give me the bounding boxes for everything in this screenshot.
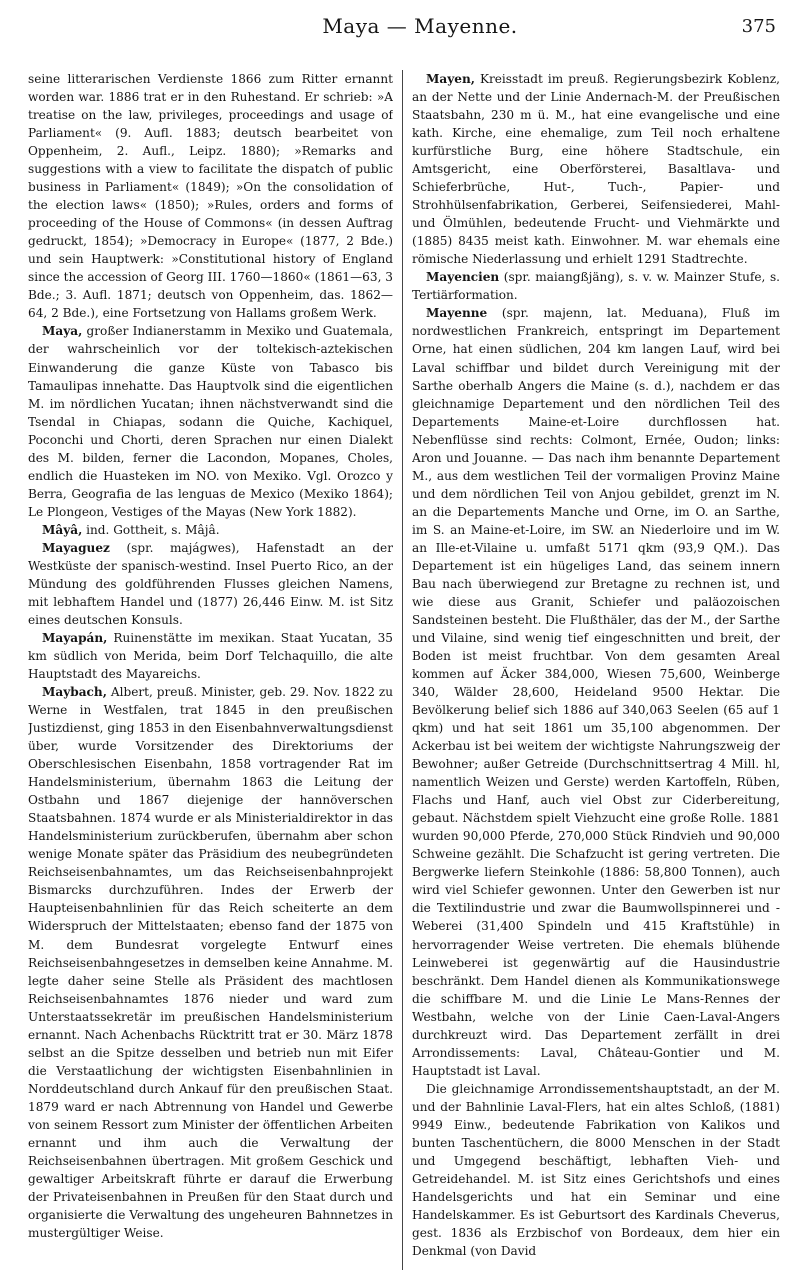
entry-continuation: seine litterarischen Verdienste 1866 zum Ritter ernannt worden war. 1886 trat er in den Ruhestand. Er schrieb: »A treatise on the law, privileges, proceedings and usage of Parliament« (9. Aufl. 1883; deutsch bearbeitet von Oppenheim, 2. Aufl., Leipz. 1880); »Remarks and suggestions with a view to facilitate the dispatch of public business in Parliament« (1849); »On the consolidation of the election laws« (1850); »Rules, orders and forms of proceeding of the House of Commons« (in dessen Auftrag gedruckt, 1854); »Democracy in Europe« (1877, 2 Bde.) und sein Hauptwerk: »Constitutional history of England since the accession of Georg III. 1760—1860« (1861—63, 3 Bde.; 3. Aufl. 1871; deutsch von Oppenheim, das. 1862—64, 2 Bde.), eine Fortsetzung von Hallams großem Werk. <box>28 72 393 321</box>
entry-headword: Mayaguez <box>42 540 110 555</box>
left-column <box>28 70 393 1242</box>
column-divider <box>402 70 403 1270</box>
entry-headword: Maya, <box>42 324 83 339</box>
entry-headword: Mâyâ, <box>42 522 83 537</box>
entry-headword: Mayapán, <box>42 630 108 645</box>
entry-mayenne <box>412 304 780 1079</box>
entry-maya-deity <box>28 521 393 539</box>
page-number: 375 <box>741 16 776 37</box>
entry-maybach <box>28 683 393 1242</box>
entry-text: ind. Gottheit, s. Mâjâ. <box>82 522 220 537</box>
entry-text: (spr. majenn, lat. Meduana), Fluß im nordwestlichen Frankreich, entspringt im Departement Orne, hat einen südlichen, 204 km langen Lauf, wird bei Laval schiffbar und bildet durch Vereinigung mit der Sarthe oberhalb Angers die Maine (s. d.), nachdem er das gleichnamige Departement und den nördlichen Teil des Departements Maine-et-Loire durchflossen hat. Nebenflüsse sind rechts: Colmont, Ernée, Oudon; links: Aron und Jouanne. — Das nach ihm benannte Departement M., aus dem westlichen Teil der vormaligen Provinz Maine und dem nördlichen Teil von Anjou gebildet, grenzt im N. an die Departements Manche und Orne, im O. an Sarthe, im S. an Maine-et-Loire, im SW. an Niederloire und im W. an Ille-et-Vilaine u. umfaßt 5171 qkm (93,9 QM.). Das Departement ist ein hügeliges Land, das seinem innern Bau nach überwiegend zur Bretagne zu rechnen ist, und wie diese aus Granit, Schiefer und paläozoischen Sandsteinen besteht. Die Flußthäler, das der M., der Sarthe und Vilaine, sind wenig tief eingeschnitten und breit, der Boden ist meist fruchtbar. Von dem gesamten Areal kommen auf Äcker 384,000, Wiesen 75,600, Weinberge 340, Wälder 28,600, Heideland 9500 Hektar. Die Bevölkerung belief sich 1886 auf 340,063 Seelen (65 auf 1 qkm) und hat seit 1861 um 35,100 abgenommen. Der Ackerbau ist bei weitem der wichtigste Nahrungszweig der Bewohner; außer Getreide (Durchschnittsertrag 4 Mill. hl, namentlich Weizen und Gerste) werden Kartoffeln, Rüben, Flachs und Hanf, auch viel Obst zur Ciderbereitung, gebaut. Nächstdem spielt Viehzucht eine große Rolle. 1881 wurden 90,000 Pferde, 270,000 Stück Rindvieh und 90,000 Schweine gezählt. Die Schafzucht ist gering vertreten. Die Bergwerke liefern Steinkohle (1886: 58,800 Tonnen), auch wird viel Schiefer gewonnen. Unter den Gewerben ist nur die Textilindustrie und zwar die Baumwollspinnerei und -Weberei (31,400 Spindeln und 415 Kraftstühle) in hervorragender Weise vertreten. Die ehemals blühende Leinweberei ist gegenwärtig auf die Hausindustrie beschränkt. Dem Handel dienen als Kommunikationswege die schiffbare M. und die Linie Le Mans-Rennes der Westbahn, welche von der Linie Caen-Laval-Angers durchkreuzt wird. Das Departement zerfällt in drei Arrondissements: Laval, Château-Gontier und M. Hauptstadt ist Laval. <box>412 306 780 1078</box>
page-header-title: Maya — Mayenne. <box>322 14 518 38</box>
entry-mayenne-town: Die gleichnamige Arrondissementshauptstadt, an der M. und der Bahnlinie Laval-Flers, hat ein altes Schloß, (1881) 9949 Einw., bedeutende Fabrikation von Kalikos und bunten Taschentüchern, die 8000 Menschen in der Stadt und Umgegend beschäftigt, lebhaften Vieh- und Getreidehandel. M. ist Sitz eines Gerichtshofs und eines Handelsgerichts und hat ein Seminar und eine Handelskammer. Es ist Geburtsort des Kardinals Cheverus, gest. 1836 als Erzbischof von Bordeaux, dem hier ein Denkmal (von David <box>412 1081 780 1259</box>
right-column <box>412 70 780 1260</box>
entry-text: großer Indianerstamm in Mexiko und Guatemala, der wahrscheinlich vor der toltekisch-aztekischen Einwanderung die ganze Küste von Tabasco bis Tamaulipas innehatte. Das Hauptvolk sind die eigentlichen M. im nördlichen Yucatan; ihnen nächstverwandt sind die Tsendal in Chiapas, sodann die Quiche, Kachiquel, Poconchi und Chorti, deren Sprachen nur einen Dialekt des M. bilden, ferner die Lacondon, Mopanes, Choles, endlich die Huasteken im NO. von Mexiko. Vgl. Orozco y Berra, Geografia de las lenguas de Mexico (Mexiko 1864); Le Plongeon, Vestiges of the Mayas (New York 1882). <box>28 324 393 519</box>
entry-text: (spr. majágwes), Hafenstadt an der Westküste der spanisch-westind. Insel Puerto Rico, an der Mündung des goldführenden Flusses gleichen Namens, mit lebhaftem Handel und (1877) 26,446 Einw. M. ist Sitz eines deutschen Konsuls. <box>28 540 393 627</box>
entry-headword: Mayencien <box>426 270 500 285</box>
entry-mayaguez <box>28 539 393 629</box>
entry-mayapan <box>28 629 393 683</box>
entry-headword: Mayen, <box>426 72 475 86</box>
entry-text: (spr. maiangßjäng), s. v. w. Mainzer Stufe, s. Tertiärformation. <box>412 270 780 303</box>
entry-mayencien <box>412 268 780 304</box>
entry-text: Albert, preuß. Minister, geb. 29. Nov. 1822 zu Werne in Westfalen, trat 1845 in den preußischen Justizdienst, ging 1853 in den Eisenbahnverwaltungsdienst über, wurde Vorsitzender des Direktoriums der Oberschlesischen Eisenbahn, 1858 vortragender Rat im Handelsministerium, übernahm 1863 die Leitung der Ostbahn und 1867 diejenige der hannöverschen Staatsbahnen. 1874 wurde er als Ministerialdirektor in das Handelsministerium zurückberufen, übernahm aber schon wenige Monate später das Präsidium des neubegründeten Reichseisenbahnamtes, um das Reichseisenbahnprojekt Bismarcks durchzuführen. Indes der Erwerb der Haupteisenbahnlinien für das Reich scheiterte an dem Widerspruch der Mittelstaaten; ebenso fand der 1875 von M. dem Bundesrat vorgelegte Entwurf eines Reichseisenbahngesetzes in demselben keine Annahme. M. legte daher seine Stelle als Präsident des machtlosen Reichseisenbahnamtes 1876 nieder und ward zum Unterstaatssekretär im preußischen Handelsministerium ernannt. Nach Achenbachs Rücktritt trat er 30. März 1878 selbst an die Spitze desselben und betrieb nun mit Eifer die Verstaatlichung der wichtigsten Eisenbahnlinien in Norddeutschland durch Ankauf für den preußischen Staat. 1879 ward er nach Abtrennung von Handel und Gewerbe von seinem Ressort zum Minister der öffentlichen Arbeiten ernannt und ihm auch die Verwaltung der Reichseisenbahnen übertragen. Mit großem Geschick und gewaltiger Arbeitskraft führte er darauf die Erwerbung der Privateisenbahnen in Preußen für den Staat durch und organisierte die Verwaltung des ungeheuren Bahnnetzes in mustergültiger Weise. <box>28 685 393 1240</box>
entry-maya <box>28 322 393 520</box>
entry-text: Kreisstadt im preuß. Regierungsbezirk Koblenz, an der Nette und der Linie Andernach-M. der Preußischen Staatsbahn, 230 m ü. M., hat eine evangelische und eine kath. Kirche, eine ehemalige, zum Teil noch erhaltene kurfürstliche Burg, eine höhere Stadtschule, ein Amtsgericht, eine Oberförsterei, Basaltlava- und Schieferbrüche, Hut-, Tuch-, Papier- und Strohhülsenfabrikation, Gerberei, Seifensiederei, Mahl- und Ölmühlen, bedeutende Frucht- und Viehmärkte und (1885) 8435 meist kath. Einwohner. M. war ehemals eine römische Niederlassung und erhielt 1291 Stadtrechte. <box>412 72 780 267</box>
entry-text: Ruinenstätte im mexikan. Staat Yucatan, 35 km südlich von Merida, beim Dorf Telchaquillo, die alte Hauptstadt des Mayareichs. <box>28 630 393 682</box>
entry-headword: Maybach, <box>42 685 107 700</box>
entry-headword: Mayenne <box>426 306 488 321</box>
entry-mayen <box>412 70 780 268</box>
